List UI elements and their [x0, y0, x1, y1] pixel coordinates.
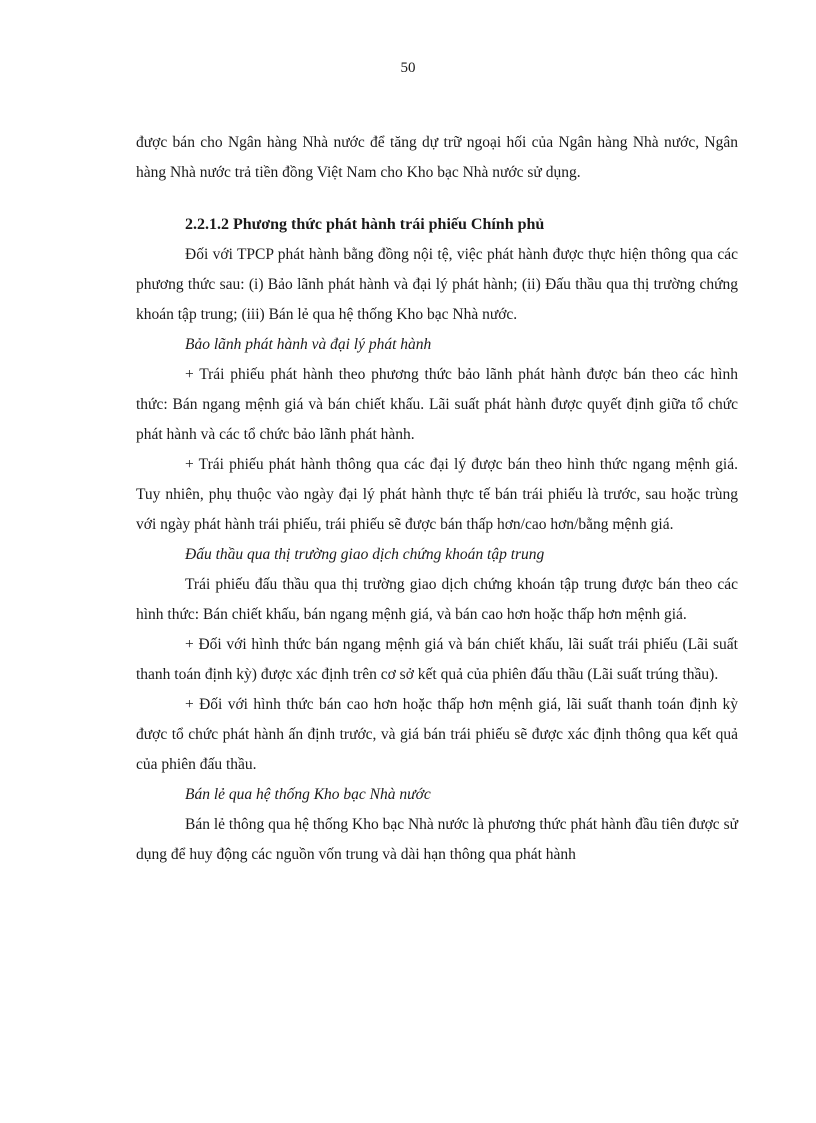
- paragraph-retail: Bán lẻ thông qua hệ thống Kho bạc Nhà nước là phương thức phát hành đầu tiên được sử dụng để huy động các nguồn vốn trung và dài hạn thông qua phát hành: [136, 816, 738, 863]
- page-number: 50: [400, 60, 416, 76]
- subheading-auction: Đấu thầu qua thị trường giao dịch chứng khoán tập trung: [185, 546, 545, 563]
- paragraph-continuation: được bán cho Ngân hàng Nhà nước để tăng dự trữ ngoại hối của Ngân hàng Nhà nước, Ngân hàng Nhà nước trả tiền đồng Việt Nam cho Kho bạc Nhà nước sử dụng.: [136, 134, 738, 181]
- subheading-underwriting: Bảo lãnh phát hành và đại lý phát hành: [185, 336, 432, 353]
- paragraph-underwriting-2: + Trái phiếu phát hành thông qua các đại lý được bán theo hình thức ngang mệnh giá. Tuy nhiên, phụ thuộc vào ngày đại lý phát hành thực tế bán trái phiếu là trước, sau hoặc trùng với ngày phát hành trái phiếu, trái phiếu sẽ được bán thấp hơn/cao hơn/bằng mệnh giá.: [136, 456, 738, 533]
- paragraph-underwriting-1: + Trái phiếu phát hành theo phương thức bảo lãnh phát hành được bán theo các hình thức: Bán ngang mệnh giá và bán chiết khấu. Lãi suất phát hành được quyết định giữa tổ chức phát hành và các tổ chức bảo lãnh phát hành.: [136, 366, 738, 443]
- section-heading: 2.2.1.2 Phương thức phát hành trái phiếu Chính phủ: [185, 216, 545, 233]
- page-body: [136, 128, 738, 870]
- paragraph-auction-1: Trái phiếu đấu thầu qua thị trường giao dịch chứng khoán tập trung được bán theo các hình thức: Bán chiết khấu, bán ngang mệnh giá, và bán cao hơn hoặc thấp hơn mệnh giá.: [136, 576, 738, 623]
- paragraph-intro: Đối với TPCP phát hành bằng đồng nội tệ, việc phát hành được thực hiện thông qua các phương thức sau: (i) Bảo lãnh phát hành và đại lý phát hành; (ii) Đấu thầu qua thị trường chứng khoán tập trung; (iii) Bán lẻ qua hệ thống Kho bạc Nhà nước.: [136, 246, 738, 323]
- subheading-retail: Bán lẻ qua hệ thống Kho bạc Nhà nước: [185, 786, 431, 803]
- paragraph-auction-3: + Đối với hình thức bán cao hơn hoặc thấp hơn mệnh giá, lãi suất thanh toán định kỳ được tổ chức phát hành ấn định trước, và giá bán trái phiếu sẽ được xác định thông qua kết quả của phiên đấu thầu.: [136, 696, 738, 773]
- paragraph-auction-2: + Đối với hình thức bán ngang mệnh giá và bán chiết khấu, lãi suất trái phiếu (Lãi suất thanh toán định kỳ) được xác định trên cơ sở kết quả của phiên đấu thầu (Lãi suất trúng thầu).: [136, 636, 738, 683]
